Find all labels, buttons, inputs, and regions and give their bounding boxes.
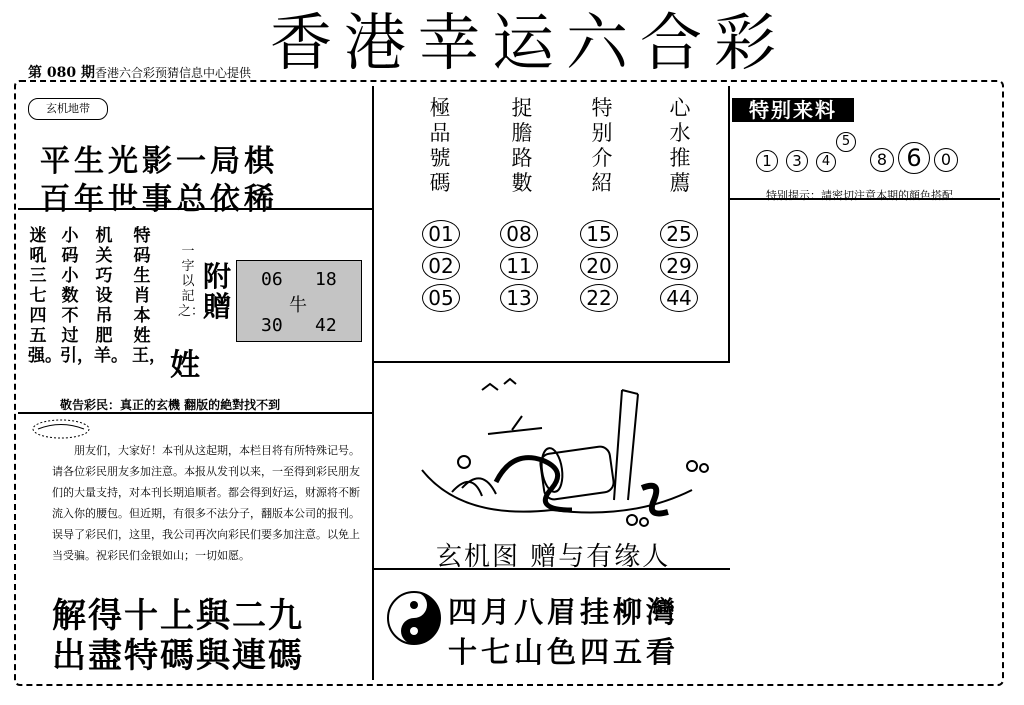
gift-animal: 牛	[289, 295, 307, 316]
group-number: 11	[500, 252, 538, 280]
special-number: 3	[786, 150, 808, 172]
warning-text: 敬告彩民：真正的玄機 翻版的絶對找不到	[60, 398, 281, 412]
riddle-column-1: 特码生肖本姓王，	[132, 226, 166, 366]
xing-label: 姓	[170, 348, 200, 383]
left-divider	[372, 86, 374, 680]
gift-number-box	[236, 260, 362, 342]
gift-number: 06	[261, 269, 283, 290]
section-tag: 玄机地带	[28, 98, 108, 120]
yin-yang-icon	[386, 590, 442, 646]
issue-label	[28, 62, 251, 82]
special-number: 1	[756, 150, 778, 172]
slogan-line-2: 出盡特碼與連碼	[52, 636, 304, 676]
group-number: 05	[422, 284, 460, 312]
notice-stamp-icon	[30, 418, 92, 440]
group-number: 15	[580, 220, 618, 248]
group-number: 44	[660, 284, 698, 312]
group-number: 20	[580, 252, 618, 280]
verse-line-1: 四月八眉挂柳灣	[448, 595, 680, 629]
group-number: 29	[660, 252, 698, 280]
group-heading: 極品號碼	[429, 96, 451, 195]
gift-number: 18	[315, 269, 337, 290]
riddle-column-4: 迷吼三七四五强。	[28, 226, 62, 366]
verse-line-2: 十七山色四五看	[448, 635, 680, 669]
group-number: 25	[660, 220, 698, 248]
slogan-line-1: 解得十上與二九	[52, 596, 304, 636]
group-number: 08	[500, 220, 538, 248]
special-title: 特别来料	[732, 98, 854, 122]
special-number: 6	[898, 142, 930, 174]
issue-number: 第 080 期	[28, 65, 95, 81]
notice-paragraph: 朋友们，大家好！本刊从这起期，本栏目将有所特殊记号。请各位彩民朋友多加注意。本报从发刊以来，一至得到彩民朋友们的大量支持，对本刊长期追顺者。都会得到好运，财源将不断流入你的腰包。但近期，有很多不法分子，翻版本公司的报刊。误导了彩民们，这里，我公司再次向彩民们要多加注意。以免上当受骗。祝彩民们金银如山；一切如愿。	[52, 444, 360, 562]
group-heading: 特别介紹	[591, 96, 613, 195]
special-number: 8	[870, 148, 894, 172]
gift-number: 42	[315, 315, 337, 336]
riddle-column-3: 小码小数不过引，	[60, 226, 94, 366]
picture-caption: 玄机图 赠与有缘人	[436, 542, 671, 572]
poem-line-1: 平生光影一局棋	[40, 144, 278, 179]
special-number: 4	[816, 152, 836, 172]
group-number: 01	[422, 220, 460, 248]
divider-numbers	[374, 361, 730, 363]
special-number: 5	[836, 132, 856, 152]
source-label: 香港六合彩预猜信息中心提供	[94, 66, 251, 80]
poem-line-2: 百年世事总依稀	[40, 182, 278, 217]
right-divider	[728, 86, 730, 362]
group-heading: 捉膽路數	[511, 96, 533, 195]
page-title: 香港幸运六合彩	[270, 6, 789, 79]
group-number: 22	[580, 284, 618, 312]
group-number: 13	[500, 284, 538, 312]
gift-number: 30	[261, 315, 283, 336]
special-note: 特别提示：請密切注意本期的顔色搭配	[766, 189, 953, 202]
fuzeng-label: 附贈	[202, 260, 231, 323]
group-heading: 心水推薦	[669, 96, 691, 195]
group-number: 02	[422, 252, 460, 280]
hint-vertical: 一字以記之：	[178, 244, 205, 319]
riddle-picture	[392, 370, 722, 530]
special-number: 0	[934, 148, 958, 172]
riddle-column-2: 机关巧设吊肥羊。	[94, 226, 128, 366]
